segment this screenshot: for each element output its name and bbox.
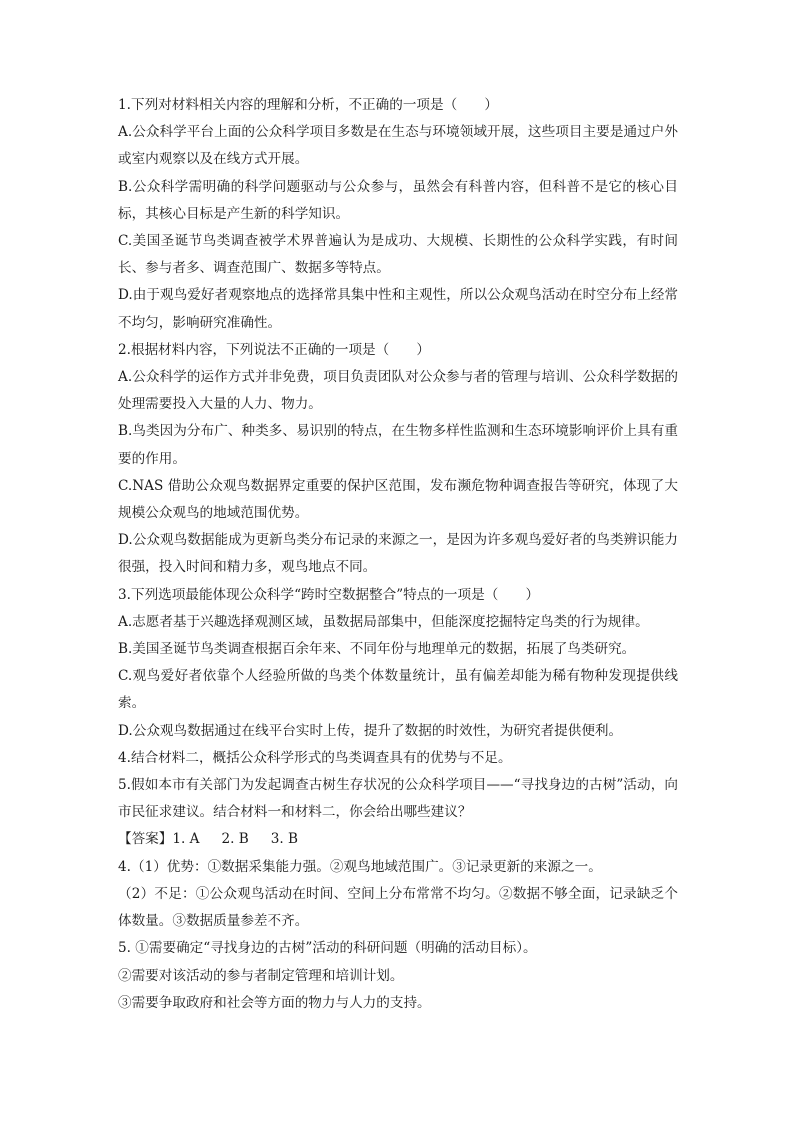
document-content: [118, 92, 678, 1017]
question-2-option-a: A.公众科学的运作方式并非免费，项目负责团队对公众参与者的管理与培训、公众科学数据的处理需要投入大量的人力、物力。: [118, 369, 678, 413]
answer-label: 【答案】: [118, 831, 173, 848]
answer-4-disadvantages: （2）不足：①公众观鸟活动在时间、空间上分布常常不均匀。②数据不够全面，记录缺乏个体数量。③数据质量参差不齐。: [118, 885, 678, 930]
answer-5-point-2: ②需要对该活动的参与者制定管理和培训计划。: [118, 967, 404, 984]
question-2-stem: 2.根据材料内容，下列说法不正确的一项是（ ）: [118, 341, 431, 358]
answer-1: 1. A: [172, 831, 200, 848]
question-1-option-c: C.美国圣诞节鸟类调查被学术界普遍认为是成功、大规模、长期性的公众科学实践，有时间长、参与者多、调查范围广、数据多等特点。: [118, 233, 678, 277]
question-3-option-b: B.美国圣诞节鸟类调查根据百余年来、不同年份与地理单元的数据，拓展了鸟类研究。: [118, 641, 636, 658]
question-2-option-b: B.鸟类因为分布广、种类多、易识别的特点，在生物多样性监测和生态环境影响评价上具有重要的作用。: [118, 423, 678, 467]
answer-2: 2. B: [221, 831, 249, 848]
question-3-option-d: D.公众观鸟数据通过在线平台实时上传，提升了数据的时效性，为研究者提供便利。: [118, 722, 623, 739]
question-5-stem: 5.假如本市有关部门为发起调查古树生存状况的公众科学项目——“寻找身边的古树”活动，向市民征求建议。结合材料一和材料二，你会给出哪些建议？: [118, 777, 678, 821]
question-2-option-c: C.NAS 借助公众观鸟数据界定重要的保护区范围，发布濒危物种调查报告等研究，体现了大规模公众观鸟的地域范围优势。: [118, 477, 678, 522]
question-1-option-b: B.公众科学需明确的科学问题驱动与公众参与，虽然会有科普内容，但科普不是它的核心目标，其核心目标是产生新的科学知识。: [118, 178, 678, 222]
question-3-option-c: C.观鸟爱好者依靠个人经验所做的鸟类个体数量统计，虽有偏差却能为稀有物种发现提供线索。: [118, 668, 678, 712]
question-4-stem: 4.结合材料二，概括公众科学形式的鸟类调查具有的优势与不足。: [118, 749, 512, 766]
question-3-stem: 3.下列选项最能体现公众科学“跨时空数据整合”特点的一项是（ ）: [118, 586, 540, 603]
question-2-option-d: D.公众观鸟数据能成为更新鸟类分布记录的来源之一，是因为许多观鸟爱好者的鸟类辨识能力很强，投入时间和精力多，观鸟地点不同。: [118, 532, 678, 576]
answer-3: 3. B: [270, 831, 299, 848]
answer-5-point-1: 5. ①需要确定“寻找身边的古树”活动的科研问题（明确的活动目标）。: [118, 940, 537, 957]
question-1-option-a: A.公众科学平台上面的公众科学项目多数是在生态与环境领域开展，这些项目主要是通过户外或室内观察以及在线方式开展。: [118, 124, 678, 168]
answer-5-point-3: ③需要争取政府和社会等方面的物力与人力的支持。: [118, 994, 431, 1011]
question-1-stem: 1.下列对材料相关内容的理解和分析，不正确的一项是（ ）: [118, 97, 498, 113]
answer-4-advantages: 4.（1）优势：①数据采集能力强。②观鸟地域范围广。③记录更新的来源之一。: [118, 858, 602, 875]
question-1-option-d: D.由于观鸟爱好者观察地点的选择常具集中性和主观性，所以公众观鸟活动在时空分布上经常不均匀，影响研究准确性。: [118, 287, 678, 331]
question-3-option-a: A.志愿者基于兴趣选择观测区域，虽数据局部集中，但能深度挖掘特定鸟类的行为规律。: [118, 613, 649, 630]
answer-key-line: [118, 826, 678, 853]
